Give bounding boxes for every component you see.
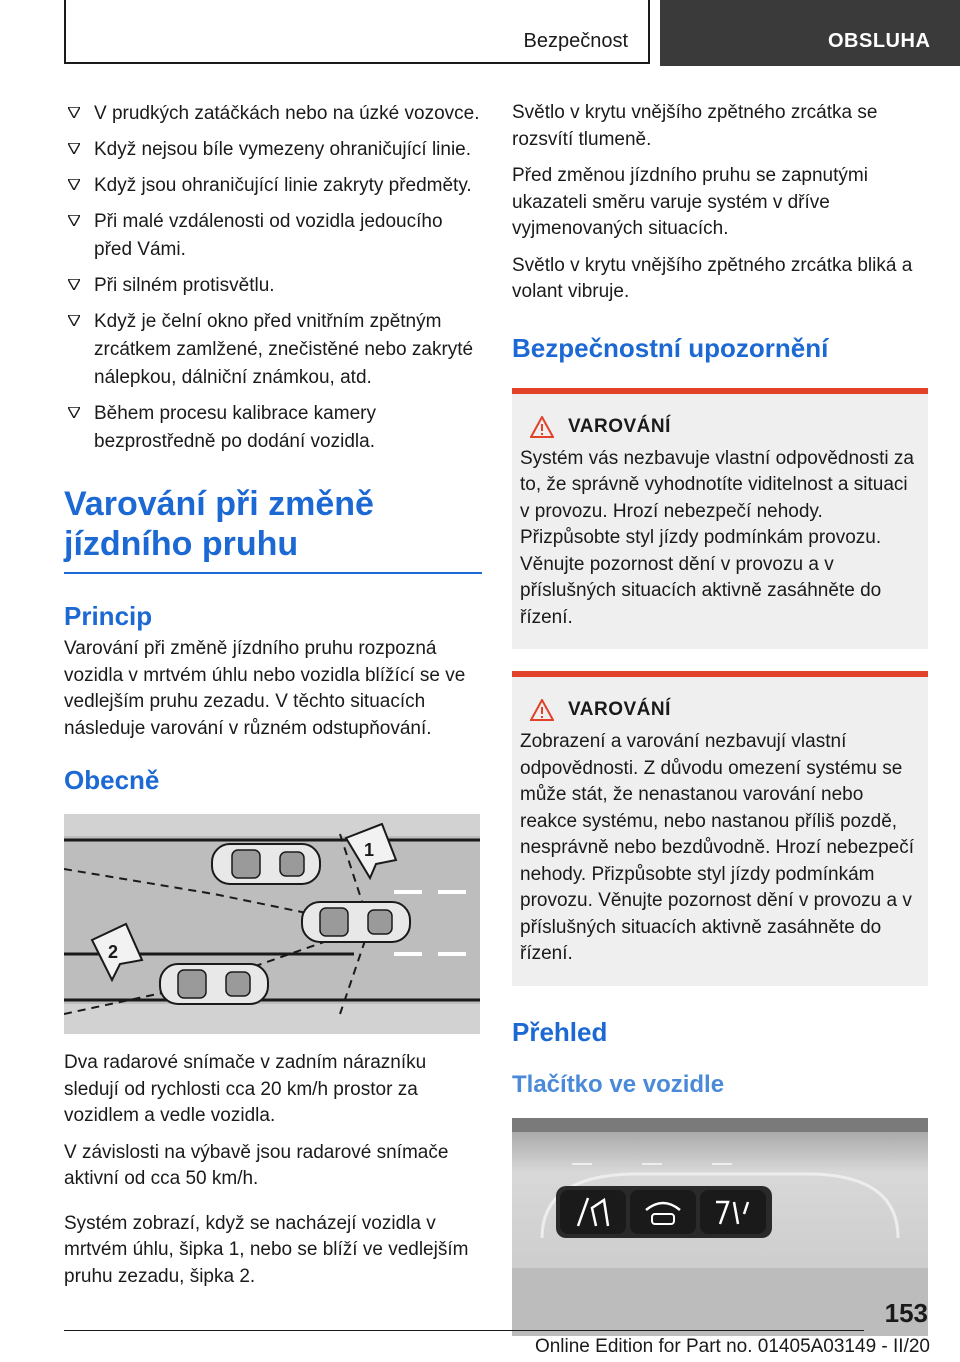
warning-box	[512, 388, 928, 650]
car-icon	[160, 964, 268, 1004]
left-column	[64, 100, 482, 1300]
triangle-bullet-icon	[68, 279, 80, 290]
general-paragraph-1: Dva radarové snímače v zadním nárazníku sledují od rychlosti cca 20 km/h prostor za vozidlem a vedle vozidla.	[64, 1052, 427, 1126]
list-item: Při malé vzdálenosti od vozidla jedoucího před Vámi.	[64, 208, 482, 264]
overview-heading: Přehled	[512, 1016, 608, 1047]
lane-change-warning-button-icon	[560, 1190, 626, 1234]
header-chapter: OBSLUHA	[660, 0, 960, 66]
principle-heading: Princip	[64, 601, 153, 631]
warning-triangle-icon	[530, 699, 554, 721]
footer-edition: Online Edition for Part no. 01405A03149 - II/20	[534, 1336, 930, 1357]
triangle-bullet-icon	[68, 407, 80, 418]
right-paragraph-2: Před změnou jízdního pruhu se zapnutými ukazateli směru varuje systém v dříve vyjmenovaných situacích.	[512, 165, 868, 239]
warning-triangle-icon	[530, 416, 554, 438]
condition-list	[64, 100, 482, 456]
arrow-2-label: 2	[108, 942, 119, 962]
safety-heading: Bezpečnostní upozornění	[512, 332, 829, 363]
warning-title: VAROVÁNÍ	[568, 699, 671, 720]
warning-text: Zobrazení a varování nezbavují vlastní odpovědnosti. Z důvodu omezení systému se může stát, že nenastanou varování nebo reakce systému, nebo nastanou příliš pozdě, nesprávně nebo bezdůvodně. Hrozí nebezpečí nehody. Přizpůsobte styl jízdy podmínkám provozu. Věnujte pozornost dění v provozu a v příslušných situacích aktivně zasáhněte do řízení.	[520, 731, 914, 964]
list-item: Když je čelní okno před vnitřním zpětným zrcátkem zamlžené, znečistěné nebo zakryté nálepkou, dálniční známkou, atd.	[64, 308, 482, 392]
distance-warning-button-icon	[630, 1190, 696, 1234]
general-paragraph-2: V závislosti na výbavě jsou radarové snímače aktivní od cca 50 km/h.	[64, 1141, 449, 1189]
triangle-bullet-icon	[68, 107, 80, 118]
warning-text: Systém vás nezbavuje vlastní odpovědnosti za to, že správně vyhodnotíte viditelnost a situaci v provozu. Hrozí nebezpečí nehody. Přizpůsobte styl jízdy podmínkám provozu. Věnujte pozornost dění v provozu a v příslušných situacích aktivně zasáhněte do řízení.	[520, 447, 914, 628]
arrow-1-label: 1	[364, 840, 375, 860]
warning-title: VAROVÁNÍ	[568, 415, 671, 437]
list-item: Když nejsou bíle vymezeny ohraničující linie.	[64, 136, 482, 164]
car-icon	[212, 844, 320, 884]
principle-text: Varování při změně jízdního pruhu rozpozná vozidla v mrtvém úhlu nebo vozidla blížící se ve vedlejším pruhu zezadu. V těchto situacích následuje varování v různém odstupňování.	[64, 638, 466, 739]
warning-box	[512, 671, 928, 986]
list-item: V prudkých zatáčkách nebo na úzké vozovce.	[64, 100, 482, 128]
general-paragraph-3: Systém zobrazí, když se nacházejí vozidla v mrtvém úhlu, šipka 1, nebo se blíží ve vedlejším pruhu zezadu, šipka 2.	[64, 1212, 469, 1287]
header-section: Bezpečnost	[523, 30, 628, 52]
car-icon	[302, 902, 410, 942]
page-number: 153	[884, 1298, 928, 1328]
right-paragraph-3: Světlo v krytu vnějšího zpětného zrcátka bliká a volant vibruje.	[512, 254, 913, 302]
triangle-bullet-icon	[68, 215, 80, 226]
triangle-bullet-icon	[68, 315, 80, 326]
blind-spot-illustration	[64, 814, 480, 1034]
triangle-bullet-icon	[68, 143, 80, 154]
lane-departure-warning-button-icon	[700, 1190, 766, 1234]
general-heading: Obecně	[64, 765, 160, 795]
list-item: Během procesu kalibrace kamery bezprostředně po dodání vozidla.	[64, 400, 482, 456]
right-paragraph-1: Světlo v krytu vnějšího zpětného zrcátka se rozsvítí tlumeně.	[512, 102, 878, 150]
button-heading: Tlačítko ve vozidle	[512, 1070, 725, 1098]
right-column	[512, 100, 928, 1336]
section-heading: Varování při změně jízdního pruhu	[64, 484, 482, 574]
triangle-bullet-icon	[68, 179, 80, 190]
list-item: Když jsou ohraničující linie zakryty předměty.	[64, 172, 482, 200]
button-photo	[512, 1118, 928, 1336]
footer-divider	[64, 1330, 864, 1331]
list-item: Při silném protisvětlu.	[64, 272, 482, 300]
